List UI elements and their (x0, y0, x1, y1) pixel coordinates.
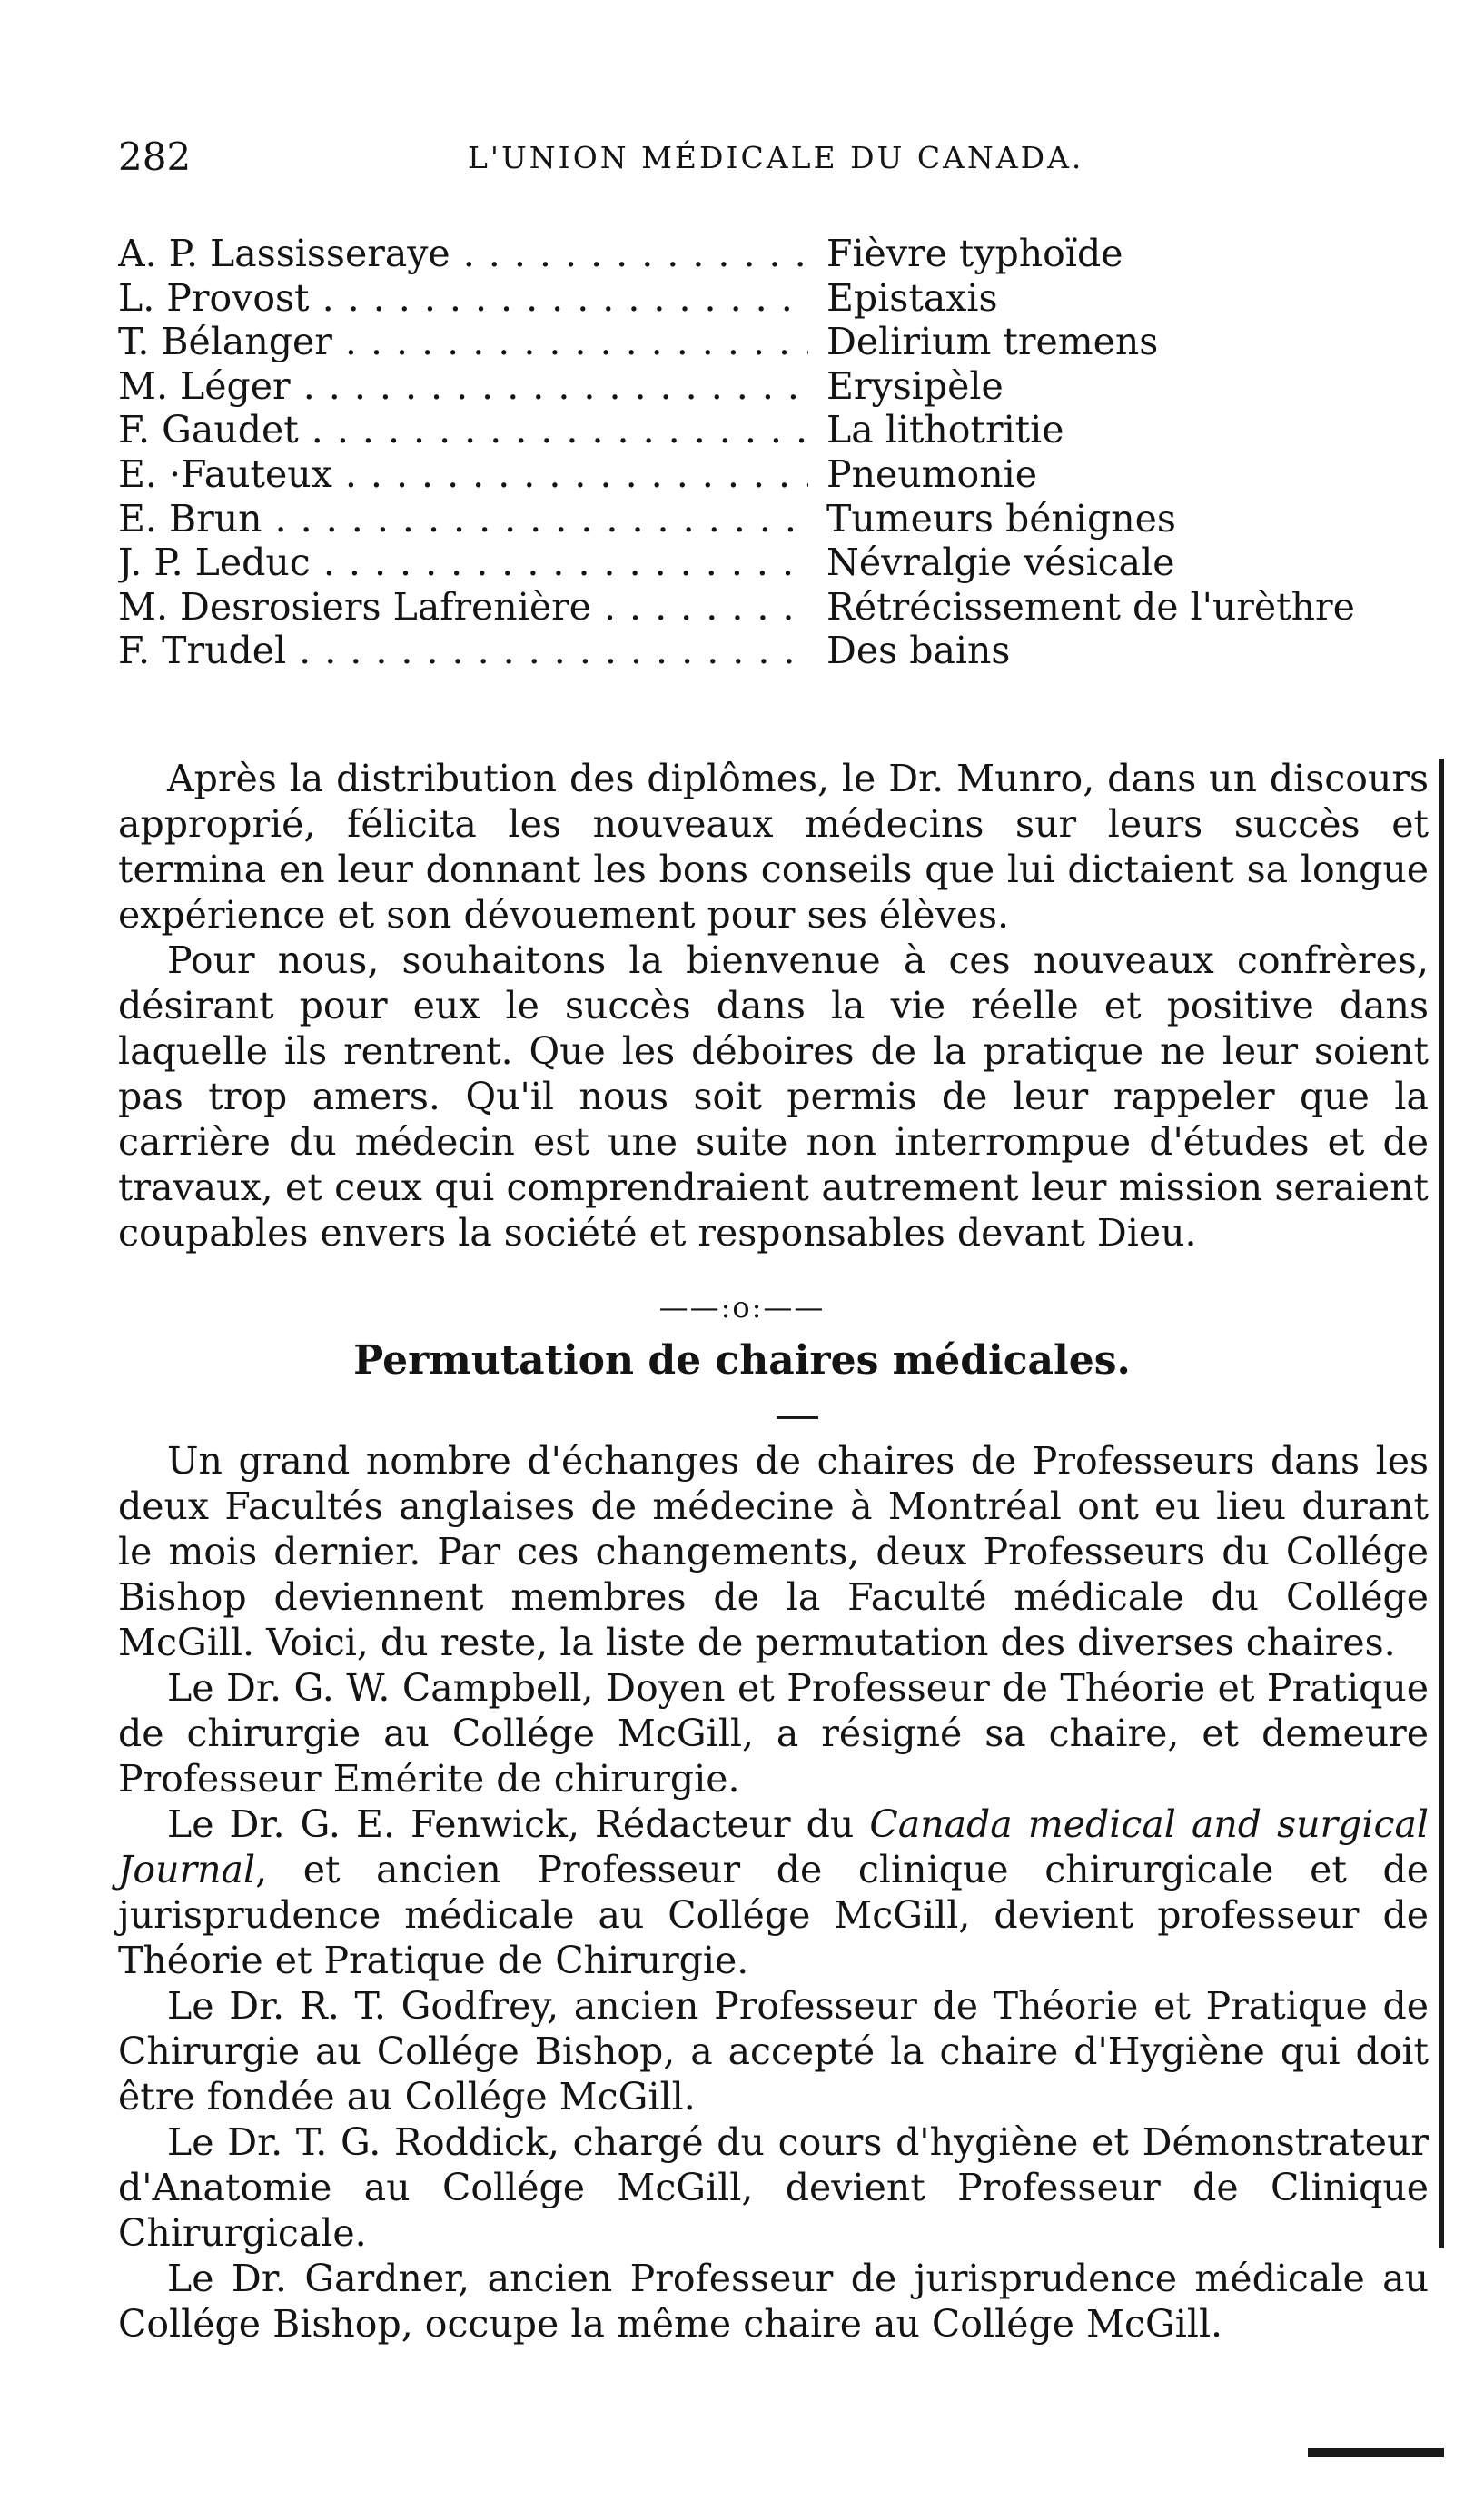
list-item (118, 408, 1390, 452)
paragraph: Pour nous, souhaitons la bienvenue à ces nouveaux confrères, désirant pour eux le succès dans la vie réelle et positive dans laquelle ils rentrent. Que les déboires de la pratique ne leur soient pas trop amers. Qu'il nous soit permis de leur rappeler que la carrière du médecin est une suite non interrompue d'études et de travaux, et ceux qui comprendraient autrement leur mission seraient coupables envers la société et responsables devant Dieu. (118, 938, 1429, 1255)
paragraph: Après la distribution des diplômes, le Dr. Munro, dans un discours approprié, félicita les nouveaux médecins sur leurs succès et termina en leur donnant les bons conseils que lui dictaient sa longue expérience et son dévouement pour ses élèves. (118, 757, 1429, 937)
graduate-name: A. P. Lassisseraye . . . (118, 232, 808, 276)
list-item (118, 541, 1390, 585)
paragraph-text: , et ancien Professeur de clinique chirurgicale et de jurisprudence médicale au Collége McGill, devient professeur de Théorie et Pratique de Chirurgie. (118, 1848, 1429, 1982)
thesis-subject: Tumeurs bénignes (826, 496, 1176, 541)
graduate-name: F. Trudel . . . (118, 629, 808, 673)
title-rule (777, 1416, 818, 1419)
graduate-name: E. ·Fauteux . . . (118, 452, 808, 497)
graduate-name: F. Gaudet . . . (118, 408, 808, 452)
paragraph: Le Dr. G. W. Campbell, Doyen et Professeur de Théorie et Pratique de chirurgie au Collége McGill, a résigné sa chaire, et demeure Professeur Emérite de chirurgie. (118, 1666, 1429, 1801)
list-item (118, 232, 1390, 276)
running-title: L'UNION MÉDICALE DU CANADA. (468, 140, 1084, 175)
section-separator: ——:o:—— (658, 1290, 826, 1325)
thesis-subject: La lithotritie (826, 408, 1064, 452)
thesis-subject: Pneumonie (826, 452, 1038, 496)
section-title: Permutation de chaires médicales. (353, 1337, 1131, 1384)
list-item (118, 276, 1390, 321)
journal-title: Canada medical and surgical Journal (118, 1802, 1429, 1891)
thesis-subject: Rétrécissement de l'urèthre (826, 584, 1355, 629)
paragraph: Le Dr. T. G. Roddick, chargé du cours d'hygiène et Démonstrateur d'Anatomie au Collége McGill, devient Professeur de Clinique Chirurgicale. (118, 2120, 1429, 2255)
list-item (118, 364, 1390, 409)
intro-text (118, 756, 1429, 1255)
thesis-subject: Epistaxis (826, 275, 998, 320)
graduate-name: L. Provost . . . (118, 276, 808, 321)
thesis-subject: Des bains (826, 629, 1011, 673)
list-item (118, 452, 1390, 497)
graduate-name: E. Brun . . . (118, 497, 808, 541)
graduate-name: M. Desrosiers Lafrenière . . . (118, 585, 808, 630)
thesis-subject: Fièvre typhoïde (826, 232, 1123, 275)
paragraph: Le Dr. Gardner, ancien Professeur de jurisprudence médicale au Collége Bishop, occupe la même chaire au Collége McGill. (118, 2257, 1429, 2346)
graduate-name: M. Léger . . . (118, 364, 808, 409)
page-number: 282 (118, 134, 192, 179)
paragraph: Un grand nombre d'échanges de chaires de Professeurs dans les deux Facultés anglaises de médecine à Montréal ont eu lieu durant le mois dernier. Par ces changements, deux Professeurs du Collége Bishop deviennent membres de la Faculté médicale du Collége McGill. Voici, du reste, la liste de permutation des diverses chaires. (118, 1439, 1429, 1664)
list-item (118, 585, 1390, 630)
list-item (118, 497, 1390, 541)
paragraph: Le Dr. R. T. Godfrey, ancien Professeur de Théorie et Pratique de Chirurgie au Collége Bishop, a accepté la chaire d'Hygiène qui doit être fondée au Collége McGill. (118, 1984, 1429, 2119)
paragraph-text: Le Dr. G. E. Fenwick, Rédacteur du (167, 1802, 870, 1846)
graduates-list (118, 232, 1390, 673)
graduate-name: J. P. Leduc . . . (118, 541, 808, 585)
thesis-subject: Erysipèle (826, 363, 1004, 408)
section-text (118, 1438, 1429, 2347)
scan-corner-mark (1308, 2448, 1444, 2457)
list-item (118, 320, 1390, 364)
thesis-subject: Névralgie vésicale (826, 541, 1175, 585)
list-item (118, 629, 1390, 673)
thesis-subject: Delirium tremens (826, 320, 1159, 364)
binding-edge-shadow (1439, 759, 1444, 2248)
paragraph (118, 1801, 1429, 1983)
graduate-name: T. Bélanger . . . (118, 320, 808, 364)
page-header (0, 134, 1484, 189)
